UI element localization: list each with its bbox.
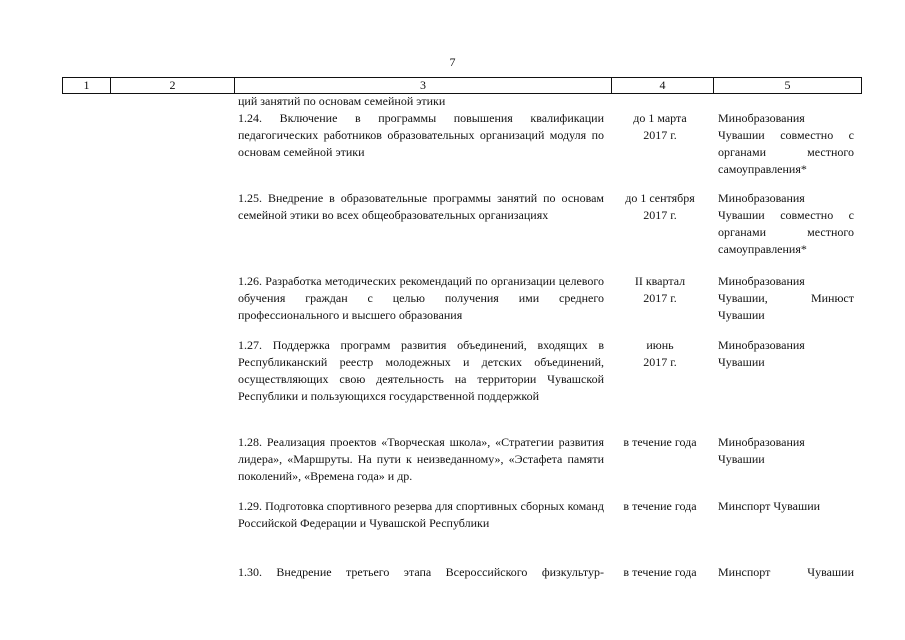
responsible-cell: Минобразования Чувашии, Минюст Чувашии	[718, 274, 854, 322]
header-col-4: 4	[611, 78, 713, 93]
header-col-3: 3	[234, 78, 611, 93]
page-number: 7	[449, 55, 456, 69]
responsible-cell: Минспорт Чувашии	[718, 565, 854, 579]
term-cell: до 1 сентября 2017 г.	[625, 191, 695, 222]
measure-text: 1.27. Поддержка программ развития объединений, входящих в Республиканский реестр молодежных и детских объединений, осуществляющих свою деятельность на территории Чувашской Республики и пользующихся государственной поддержкой	[238, 338, 604, 403]
measure-text: 1.28. Реализация проектов «Творческая школа», «Стратегии развития лидера», «Маршруты. На пути к неизведанному», «Эстафета памяти поколений», «Времена года» и др.	[238, 435, 604, 483]
term-cell: в течение года	[623, 499, 697, 513]
term-cell: июнь 2017 г.	[643, 338, 677, 369]
term-cell: в течение года	[623, 435, 697, 449]
continuation-text: ций занятий по основам семейной этики	[238, 94, 446, 108]
term-cell: II квартал 2017 г.	[634, 274, 686, 305]
measure-text: 1.29. Подготовка спортивного резерва для спортивных сборных команд Российской Федерации и Чувашской Республики	[238, 499, 604, 530]
table-header	[62, 77, 862, 94]
responsible-cell: Минобразования Чувашии совместно с органами местного самоуправления*	[718, 191, 854, 256]
term-cell: до 1 марта 2017 г.	[633, 111, 687, 142]
responsible-cell: Минобразования Чувашии совместно с органами местного самоуправления*	[718, 111, 854, 176]
measure-text: 1.30. Внедрение третьего этапа Всероссийского физкультур-	[238, 565, 604, 579]
measure-text: 1.26. Разработка методических рекомендаций по организации целевого обучения граждан с целью получения ими среднего профессионального и высшего образования	[238, 274, 604, 322]
header-col-2: 2	[110, 78, 234, 93]
term-cell: в течение года	[623, 565, 697, 579]
responsible-cell: Минобразования Чувашии	[718, 435, 805, 466]
measure-text: 1.24. Включение в программы повышения квалификации педагогических работников образовательных организаций модуля по основам семейной этики	[238, 111, 604, 159]
responsible-cell: Минобразования Чувашии	[718, 338, 805, 369]
header-col-1: 1	[62, 78, 110, 93]
header-col-5: 5	[713, 78, 862, 93]
measure-text: 1.25. Внедрение в образовательные программы занятий по основам семейной этики во всех общеобразовательных организациях	[238, 191, 604, 222]
responsible-cell: Минспорт Чувашии	[718, 499, 821, 513]
